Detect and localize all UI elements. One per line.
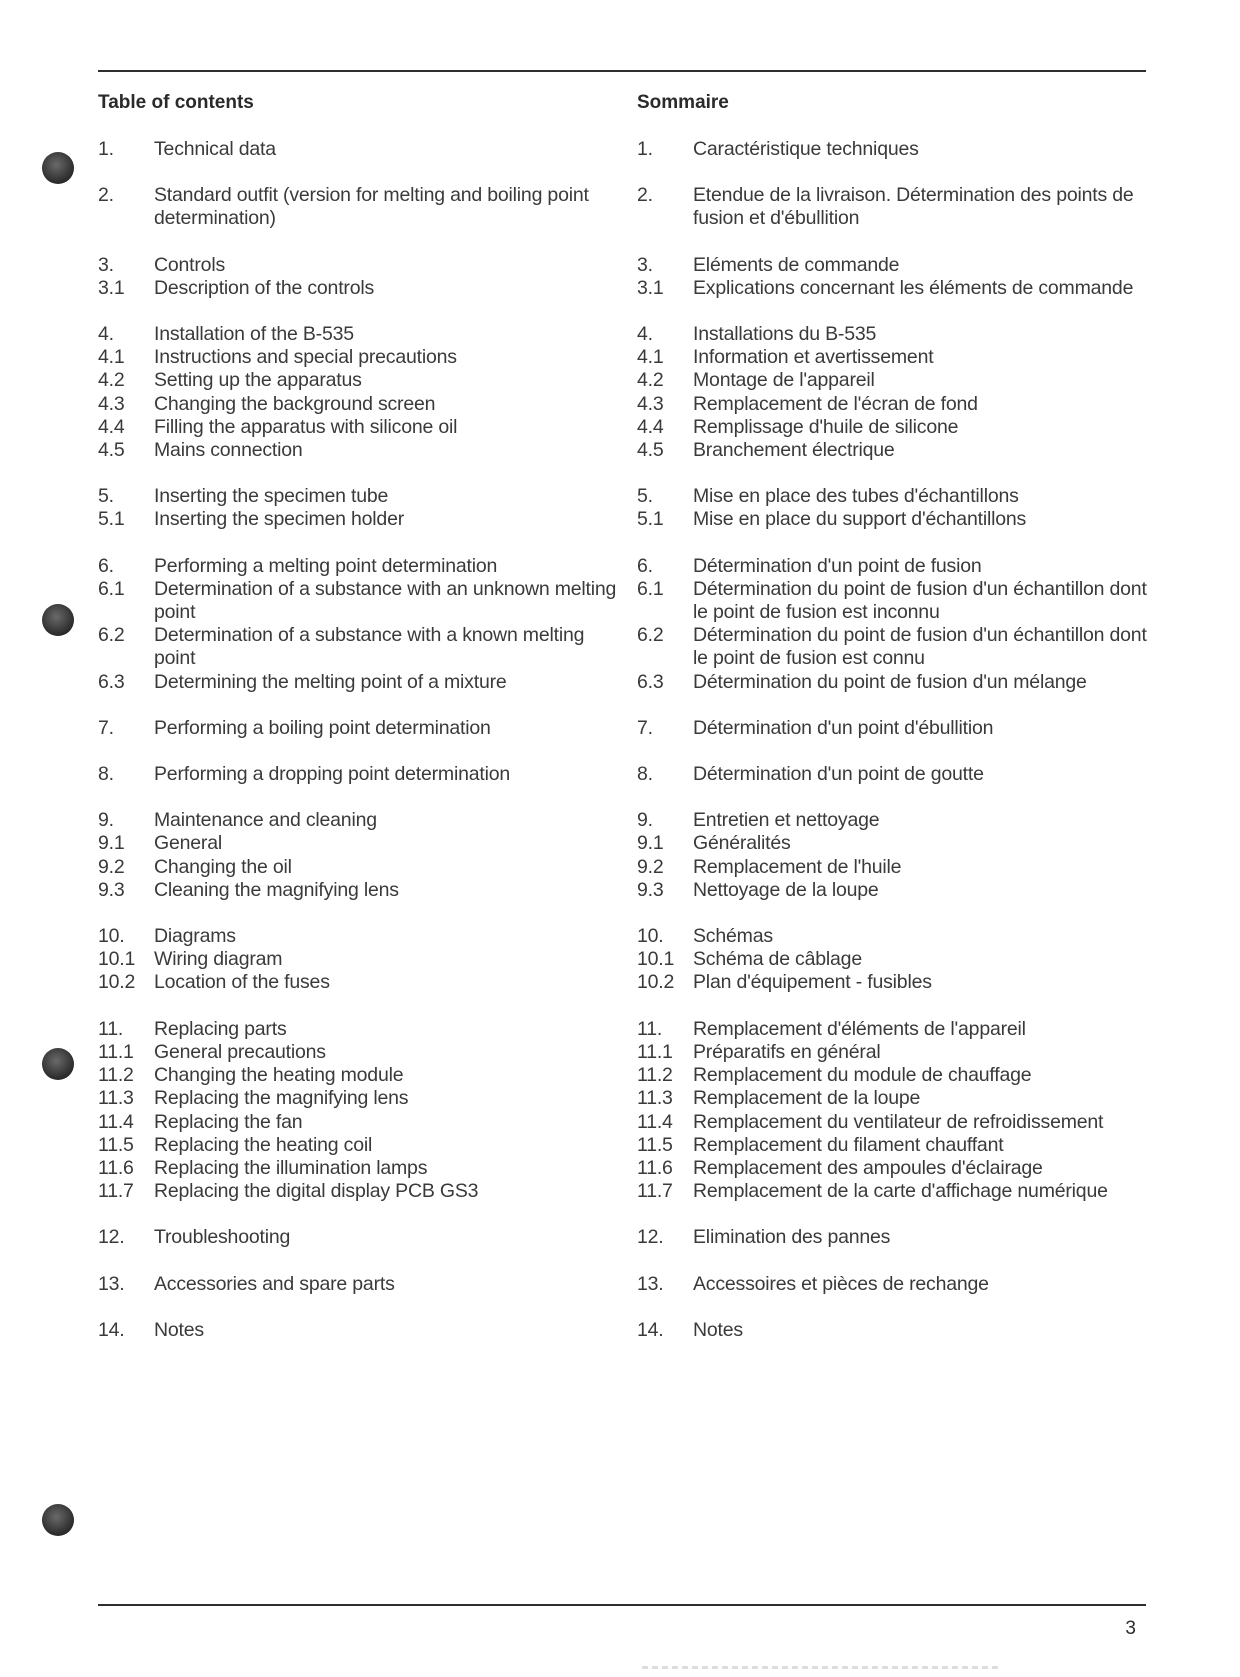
toc-entry-title: Replacing the fan <box>154 1110 303 1133</box>
toc-english-column <box>98 92 618 1365</box>
toc-entry-title: Replacing the heating coil <box>154 1133 373 1156</box>
toc-entry-number: 9. <box>98 809 114 832</box>
toc-entry-number: 10.1 <box>637 948 675 971</box>
toc-section-group <box>637 1273 1157 1296</box>
toc-entry-number: 4.3 <box>637 392 664 415</box>
toc-entry-title: Elimination des pannes <box>693 1226 891 1249</box>
binder-hole-icon <box>42 604 74 636</box>
toc-entry-number: 14. <box>637 1318 664 1341</box>
toc-entry-number: 10.2 <box>98 971 136 994</box>
toc-entry-number: 10. <box>98 925 125 948</box>
toc-entry <box>637 1226 1157 1249</box>
toc-entry <box>637 393 1157 416</box>
toc-entry-title: Wiring diagram <box>154 948 283 971</box>
toc-entry-number: 11.4 <box>98 1110 134 1133</box>
toc-entry-title: Remplacement de l'huile <box>693 855 902 878</box>
toc-entry <box>637 948 1157 971</box>
toc-entry <box>98 184 618 230</box>
toc-entry-title: Location of the fuses <box>154 971 330 994</box>
toc-entry-title: Remplacement de la loupe <box>693 1087 921 1110</box>
toc-entry <box>637 671 1157 694</box>
toc-entry-number: 11.2 <box>98 1064 134 1087</box>
toc-entry-title: Détermination du point de fusion d'un échantillon dont le point de fusion est connu <box>693 624 1147 670</box>
toc-entry-number: 6.1 <box>98 577 125 600</box>
toc-entry-title: Performing a melting point determination <box>154 554 498 577</box>
toc-entry <box>98 138 618 161</box>
toc-section-group <box>98 184 618 230</box>
toc-entry-number: 11.3 <box>637 1087 673 1110</box>
toc-entry-number: 11.1 <box>637 1040 673 1063</box>
toc-entry-title: General <box>154 832 222 855</box>
toc-heading-english: Table of contents <box>98 92 254 113</box>
toc-entry <box>637 138 1157 161</box>
toc-entry-title: Remplacement du ventilateur de refroidissement <box>693 1110 1104 1133</box>
toc-entry-number: 6.3 <box>98 670 125 693</box>
toc-entry-title: Determination of a substance with an unknown melting point <box>154 577 617 624</box>
toc-entry <box>637 925 1157 948</box>
toc-entry-title: Changing the background screen <box>154 392 436 415</box>
toc-section-group <box>98 925 618 995</box>
toc-entry-title: Installation of the B-535 <box>154 323 354 346</box>
toc-entry-title: Replacing parts <box>154 1017 287 1040</box>
toc-entry <box>637 1157 1157 1180</box>
toc-entry-number: 11.7 <box>98 1180 134 1203</box>
toc-entry-number: 11.5 <box>637 1133 673 1156</box>
toc-entry-title: Remplacement des ampoules d'éclairage <box>693 1156 1043 1179</box>
toc-entry-number: 4.4 <box>637 415 664 438</box>
toc-entry-title: Etendue de la livraison. Détermination des points de fusion et d'ébullition <box>693 184 1134 230</box>
toc-entry-title: Mains connection <box>154 439 303 462</box>
toc-entry-number: 9.2 <box>637 855 664 878</box>
toc-entry-number: 7. <box>637 716 653 739</box>
toc-entry-number: 11. <box>98 1017 124 1040</box>
toc-entry <box>98 416 618 439</box>
toc-entry-number: 11.1 <box>98 1040 134 1063</box>
toc-entry <box>98 369 618 392</box>
toc-entry <box>98 624 618 670</box>
toc-entry-title: Accessoires et pièces de rechange <box>693 1272 989 1295</box>
toc-entry <box>98 439 618 462</box>
toc-entry <box>98 671 618 694</box>
toc-entry <box>98 1157 618 1180</box>
toc-entry-number: 12. <box>637 1226 664 1249</box>
toc-entry-number: 8. <box>98 763 114 786</box>
toc-entry <box>637 439 1157 462</box>
toc-entry-number: 9.1 <box>98 832 125 855</box>
toc-entry-number: 2. <box>98 184 114 207</box>
toc-entry-number: 9.2 <box>98 855 125 878</box>
toc-entry-number: 4.5 <box>98 439 125 462</box>
toc-entry <box>98 1226 618 1249</box>
toc-section-group <box>637 555 1157 694</box>
toc-section-group <box>637 925 1157 995</box>
toc-entry-title: Technical data <box>154 138 276 160</box>
toc-entry-number: 9.3 <box>637 878 664 901</box>
toc-entry-title: General precautions <box>154 1040 326 1063</box>
toc-entry <box>98 555 618 578</box>
toc-entry <box>98 856 618 879</box>
toc-entry <box>98 323 618 346</box>
toc-entry-number: 4.2 <box>98 369 125 392</box>
toc-entry <box>637 254 1157 277</box>
toc-entry-title: Notes <box>154 1318 204 1341</box>
toc-entry-title: Determining the melting point of a mixture <box>154 670 507 693</box>
toc-entry-number: 2. <box>637 184 653 207</box>
toc-entry-number: 11.6 <box>637 1156 673 1179</box>
toc-entry-number: 11. <box>637 1017 663 1040</box>
toc-entry-title: Cleaning the magnifying lens <box>154 878 399 901</box>
toc-entry <box>637 485 1157 508</box>
toc-entry <box>98 879 618 902</box>
toc-entry <box>637 971 1157 994</box>
toc-entry-number: 3.1 <box>98 276 125 299</box>
top-rule <box>98 70 1146 72</box>
toc-entry-title: Mise en place du support d'échantillons <box>693 508 1027 531</box>
toc-entry <box>637 508 1157 531</box>
toc-entry <box>637 1018 1157 1041</box>
toc-entry-title: Schémas <box>693 925 773 948</box>
toc-entry-number: 10.1 <box>98 948 136 971</box>
toc-entry <box>637 1134 1157 1157</box>
toc-entry <box>637 323 1157 346</box>
toc-entry-title: Accessories and spare parts <box>154 1272 395 1295</box>
toc-entry <box>98 1319 618 1342</box>
toc-entry <box>98 1273 618 1296</box>
toc-entry <box>637 1041 1157 1064</box>
binder-hole-icon <box>42 152 74 184</box>
toc-entry <box>637 1319 1157 1342</box>
toc-entry-title: Remplacement de l'écran de fond <box>693 392 978 415</box>
toc-entry-number: 4.1 <box>98 346 125 369</box>
toc-entry <box>98 1041 618 1064</box>
toc-section-group <box>98 485 618 531</box>
toc-entry-number: 11.3 <box>98 1087 134 1110</box>
toc-entry <box>637 1111 1157 1134</box>
toc-entry-title: Remplacement du module de chauffage <box>693 1064 1032 1087</box>
bottom-rule <box>98 1604 1146 1606</box>
toc-entry <box>98 948 618 971</box>
toc-entry-number: 4.1 <box>637 346 664 369</box>
toc-entry <box>637 578 1157 624</box>
toc-entry-title: Replacing the illumination lamps <box>154 1156 428 1179</box>
toc-entry <box>637 1087 1157 1110</box>
toc-entry-number: 3.1 <box>637 276 664 299</box>
toc-entry <box>637 624 1157 670</box>
toc-entry <box>98 1134 618 1157</box>
toc-entry-number: 6.2 <box>98 624 125 647</box>
toc-section-group <box>98 1226 618 1249</box>
toc-entry-number: 4.3 <box>98 392 125 415</box>
toc-entry-title: Plan d'équipement - fusibles <box>693 971 932 994</box>
toc-entry-number: 9. <box>637 809 653 832</box>
toc-entry <box>98 925 618 948</box>
toc-entry-title: Mise en place des tubes d'échantillons <box>693 485 1019 508</box>
toc-entry-title: Standard outfit (version for melting and boiling point determination) <box>154 184 589 230</box>
toc-section-group <box>637 254 1157 300</box>
toc-entry-number: 6.2 <box>637 624 664 647</box>
toc-entry-number: 1. <box>98 138 114 160</box>
toc-entry-number: 13. <box>637 1272 664 1295</box>
toc-entry-title: Troubleshooting <box>154 1226 291 1249</box>
toc-entry-number: 4. <box>98 323 114 346</box>
toc-section-group <box>637 323 1157 462</box>
toc-entry-number: 3. <box>98 253 114 276</box>
toc-section-group <box>637 1018 1157 1204</box>
toc-entry-number: 11.4 <box>637 1110 673 1133</box>
toc-entry <box>637 184 1157 230</box>
toc-entry <box>98 1087 618 1110</box>
toc-entry-title: Remplacement d'éléments de l'appareil <box>693 1017 1026 1040</box>
toc-entry <box>98 346 618 369</box>
toc-entry <box>98 763 618 786</box>
toc-entry <box>637 879 1157 902</box>
toc-section-group <box>98 254 618 300</box>
toc-french-column <box>637 92 1157 1365</box>
toc-entry <box>98 254 618 277</box>
toc-entry-title: Nettoyage de la loupe <box>693 878 879 901</box>
toc-entry-number: 12. <box>98 1226 125 1249</box>
toc-heading-french: Sommaire <box>637 92 729 113</box>
toc-section-group <box>98 717 618 740</box>
toc-entry-number: 10.2 <box>637 971 675 994</box>
toc-entry-title: Détermination d'un point de fusion <box>693 554 982 577</box>
toc-entry-title: Eléments de commande <box>693 253 900 276</box>
toc-entry-title: Détermination du point de fusion d'un échantillon dont le point de fusion est inconnu <box>693 577 1147 624</box>
toc-entry-title: Controls <box>154 253 226 276</box>
toc-entry-title: Généralités <box>693 832 791 855</box>
toc-section-group <box>637 485 1157 531</box>
toc-entry-number: 6.1 <box>637 577 664 600</box>
toc-entry-title: Schéma de câblage <box>693 948 862 971</box>
toc-entry-title: Explications concernant les éléments de commande <box>693 276 1134 299</box>
toc-entry <box>637 1064 1157 1087</box>
toc-entry-number: 11.7 <box>637 1180 673 1203</box>
toc-entry-title: Diagrams <box>154 925 236 948</box>
toc-section-group <box>637 1319 1157 1342</box>
toc-entry-number: 5.1 <box>98 508 125 531</box>
toc-entry <box>637 832 1157 855</box>
toc-entry-number: 1. <box>637 138 653 160</box>
toc-entry <box>98 809 618 832</box>
toc-section-group <box>98 323 618 462</box>
toc-entry-title: Filling the apparatus with silicone oil <box>154 415 458 438</box>
toc-entry-number: 13. <box>98 1272 125 1295</box>
toc-entry-number: 4. <box>637 323 653 346</box>
toc-section-group <box>637 763 1157 786</box>
toc-entry-title: Préparatifs en général <box>693 1040 881 1063</box>
toc-section-group <box>98 1018 618 1204</box>
toc-section-group <box>98 809 618 902</box>
toc-entry <box>98 1180 618 1203</box>
toc-entry-title: Remplacement du filament chauffant <box>693 1133 1004 1156</box>
toc-entry <box>637 555 1157 578</box>
toc-entry-number: 11.6 <box>98 1156 134 1179</box>
toc-entry-title: Description of the controls <box>154 276 375 299</box>
toc-entry <box>98 832 618 855</box>
toc-section-group <box>637 809 1157 902</box>
toc-entry-title: Caractéristique techniques <box>693 138 919 160</box>
toc-entry <box>637 416 1157 439</box>
toc-list-english <box>98 138 618 1342</box>
toc-list-french <box>637 138 1157 1342</box>
toc-entry-title: Détermination d'un point d'ébullition <box>693 716 994 739</box>
toc-entry-title: Notes <box>693 1318 743 1341</box>
toc-entry-number: 4.5 <box>637 439 664 462</box>
toc-entry <box>637 856 1157 879</box>
toc-entry <box>98 1064 618 1087</box>
toc-section-group <box>98 1319 618 1342</box>
toc-entry <box>637 809 1157 832</box>
toc-entry-title: Détermination du point de fusion d'un mélange <box>693 670 1087 693</box>
toc-entry-number: 6. <box>637 554 653 577</box>
toc-entry-title: Montage de l'appareil <box>693 369 875 392</box>
toc-entry-title: Inserting the specimen tube <box>154 485 389 508</box>
toc-entry <box>98 578 618 624</box>
scan-artifact <box>642 1666 998 1669</box>
toc-entry <box>637 1273 1157 1296</box>
toc-entry <box>98 485 618 508</box>
toc-entry-title: Replacing the magnifying lens <box>154 1087 409 1110</box>
toc-entry-number: 14. <box>98 1318 125 1341</box>
toc-entry-number: 9.3 <box>98 878 125 901</box>
toc-entry-title: Determination of a substance with a known melting point <box>154 624 585 670</box>
toc-entry <box>98 717 618 740</box>
toc-entry-number: 11.5 <box>98 1133 134 1156</box>
toc-entry-title: Instructions and special precautions <box>154 346 457 369</box>
toc-entry <box>98 508 618 531</box>
toc-entry-number: 5. <box>98 485 114 508</box>
toc-section-group <box>98 1273 618 1296</box>
toc-entry-title: Branchement électrique <box>693 439 895 462</box>
toc-entry <box>637 1180 1157 1203</box>
page-number: 3 <box>1125 1618 1136 1639</box>
toc-entry-number: 6.3 <box>637 670 664 693</box>
toc-entry-title: Inserting the specimen holder <box>154 508 405 531</box>
toc-entry-title: Performing a dropping point determination <box>154 763 511 786</box>
toc-section-group <box>98 555 618 694</box>
toc-entry <box>98 1018 618 1041</box>
toc-section-group <box>98 763 618 786</box>
toc-entry-number: 9.1 <box>637 832 664 855</box>
toc-entry-title: Information et avertissement <box>693 346 934 369</box>
toc-entry <box>98 1111 618 1134</box>
toc-entry-number: 10. <box>637 925 664 948</box>
toc-section-group <box>637 1226 1157 1249</box>
toc-section-group <box>637 138 1157 161</box>
toc-entry-number: 5. <box>637 485 653 508</box>
binder-hole-icon <box>42 1504 74 1536</box>
toc-entry <box>637 763 1157 786</box>
binder-hole-icon <box>42 1048 74 1080</box>
toc-entry-title: Installations du B-535 <box>693 323 877 346</box>
toc-entry-title: Remplissage d'huile de silicone <box>693 415 959 438</box>
toc-entry <box>98 971 618 994</box>
toc-section-group <box>98 138 618 161</box>
toc-entry-title: Setting up the apparatus <box>154 369 362 392</box>
toc-entry-number: 4.2 <box>637 369 664 392</box>
toc-entry <box>637 277 1157 300</box>
toc-entry-title: Changing the oil <box>154 855 292 878</box>
toc-entry-number: 7. <box>98 716 114 739</box>
toc-entry-number: 6. <box>98 554 114 577</box>
toc-entry-number: 4.4 <box>98 415 125 438</box>
toc-entry-title: Replacing the digital display PCB GS3 <box>154 1180 479 1203</box>
toc-entry-number: 3. <box>637 253 653 276</box>
toc-entry <box>98 393 618 416</box>
toc-entry-number: 11.2 <box>637 1064 673 1087</box>
toc-entry <box>637 369 1157 392</box>
toc-entry <box>98 277 618 300</box>
toc-entry <box>637 346 1157 369</box>
toc-entry-number: 5.1 <box>637 508 664 531</box>
toc-entry <box>637 717 1157 740</box>
toc-entry-title: Changing the heating module <box>154 1064 404 1087</box>
toc-entry-title: Performing a boiling point determination <box>154 716 491 739</box>
toc-section-group <box>637 184 1157 230</box>
toc-entry-title: Remplacement de la carte d'affichage numérique <box>693 1180 1108 1203</box>
toc-entry-title: Maintenance and cleaning <box>154 809 377 832</box>
toc-entry-title: Entretien et nettoyage <box>693 809 880 832</box>
toc-entry-number: 8. <box>637 763 653 786</box>
toc-section-group <box>637 717 1157 740</box>
toc-entry-title: Détermination d'un point de goutte <box>693 763 984 786</box>
